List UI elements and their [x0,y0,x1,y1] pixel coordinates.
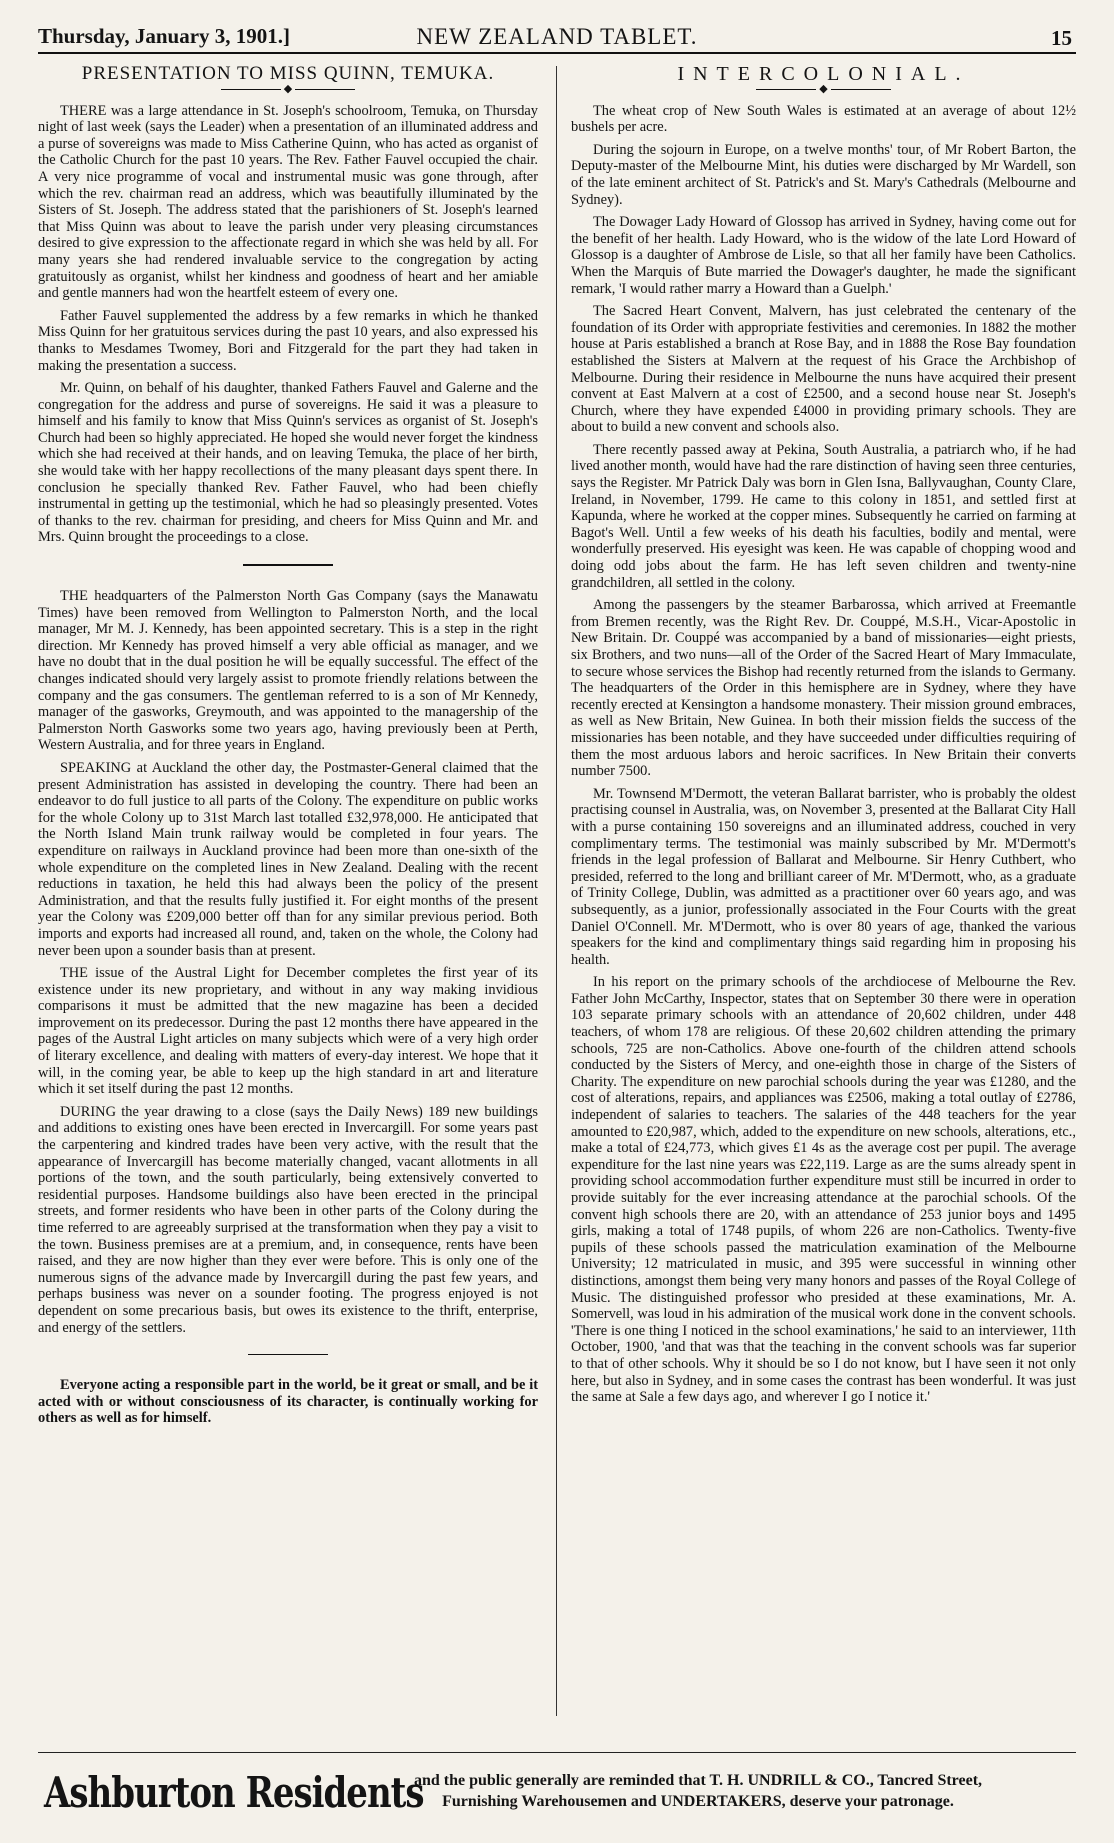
footer-rule [38,1752,1076,1753]
column-rule [556,66,557,1716]
news-item: DURING the year drawing to a close (says the Daily News) 189 new buildings and additions to existing ones have been erected in Invercargill. For some years past the carpentering and kindred trades have been very active, with the result that the appearance of Invercargill has become materially changed, vacant allotments in all portions of the town, and the south particularly, being extensively converted to residential purposes. Handsome buildings also have been erected in the principal streets, and former residents who have been in other parts of the Colony during the time referred to are agreeably surprised at the transformation when they pay a visit to the town. Business premises are at a premium, and, in consequence, rents have been raised, and they are now higher than they ever were before. This is only one of the numerous signs of the advance made by Invercargill during the past few years, and perhaps business was never on a sounder footing. The progress enjoyed is not dependent on some precarious basis, but owes its existence to the thrift, enterprise, and energy of the settlers. [38,1103,538,1336]
advertisement [38,1766,1076,1826]
section-divider [243,564,333,566]
issue-date: Thursday, January 3, 1901.] [38,24,291,48]
right-column [571,63,1076,1412]
news-item: The Dowager Lady Howard of Glossop has arrived in Sydney, having come out for the benefit of her health. Lady Howard, who is the widow of the late Lord Howard of Glossop is a daughter of Ambrose de Lisle, so that all her family have been Catholics. When the Marquis of Bute married the Dowager's daughter, he made the significant remark, 'I would rather marry a Howard than a Guelph.' [571,214,1076,297]
closing-maxim: Everyone acting a responsible part in the world, be it great or small, and be it acted with or without consciousness of its character, is continually working for others as well as for himself. [38,1377,538,1427]
news-item: There recently passed away at Pekina, South Australia, a patriarch who, if he had lived another month, would have had the rare distinction of having seen three centuries, says the Register. Mr Patrick Daly was born in Glen Isna, Ballyvaughan, County Clare, Ireland, in November, 1799. He came to this colony in 1851, and settled first at Kapunda, where he worked at the copper mines. Subsequently he carried on farming at Bagot's Well. Until a few weeks of his death his faculties, bodily and mental, were wonderfully preserved. His eyesight was keen. He was capable of chopping wood and doing odd jobs about the farm. He has left seven children and twenty-nine grandchildren, all settled in the colony. [571,441,1076,591]
news-item: In his report on the primary schools of the archdiocese of Melbourne the Rev. Father John McCarthy, Inspector, states that on September 30 there were in operation 103 separate primary schools with an attendance of 20,602 children, under 448 teachers, of whom 178 are religious. Of these 20,602 children attending the primary schools, 725 are non-Catholics. Above one-fourth of the children attend schools conducted by the Sisters of Mercy, and one-eighth those in charge of the Sisters of Charity. The expenditure on new parochial schools during the year was £1280, and the cost of alterations, repairs, and appliances was £2506, making a total outlay of £2786, independent of salaries to teachers. The salaries of the 448 teachers for the year amounted to £20,987, which, added to the expenditure on new schools, alterations, etc., make a total of £24,773, which gives £1 4s as the average cost per pupil. The average expenditure for the last nine years was £22,119. Large as are the sums already spent in providing school accommodation further expenditure must still be incurred in order to provide suitably for the ever increasing attendance at the parochial schools. Of the convent high schools there are 20, with an attendance of 253 junior boys and 1495 girls, making a total of 1748 pupils, of whom 226 are non-Catholics. Twenty-five pupils of these schools passed the matriculation examination of the Melbourne University; 12 matriculated in music, and 395 were successful in winning other distinctions, amongst them being very many honors and passes of the Royal College of Music. The distinguished professor who presided at these examinations, Mr. A. Somervell, was loud in his admiration of the musical work done in the convent schools. 'There is one thing I noticed in the school examinations,' he said to an interviewer, 11th October, 1900, 'and that was that the teaching in the convent schools was far superior to that of other schools. Why it should be so I do not know, but I have seen it not only here, but also in Sydney, and in some cases the contrast has been wonderful. It was just the same at Sale a few days ago, and wherever I go I notice it.' [571,974,1076,1406]
article-heading-intercolonial: INTERCOLONIAL. [677,63,970,85]
heading-ornament: ◆ [38,83,538,95]
news-item: THE issue of the Austral Light for December completes the first year of its existence under its new proprietary, and without in any way making invidious comparisons it must be admitted that the new magazine has been a decided improvement on its predecessor. During the past 12 months there have appeared in the pages of the Austral Light articles on many subjects which were of a very high order of literary excellence, and dealing with matters of every-day interest. We hope that it will, in the coming year, be able to keep up the high standard in art and literature which it set itself during the past 12 months. [38,965,538,1098]
section-divider [248,1354,328,1355]
news-item: The Sacred Heart Convent, Malvern, has just celebrated the centenary of the foundation of its Order with appropriate festivities and ceremonies. In 1882 the mother house at Paris established a branch at Rose Bay, and in 1888 the Rose Bay foundation established the Sisters at Malvern at the request of his Grace the Archbishop of Melbourne. During their residence in Melbourne the nuns have acquired their present convent at East Malvern at a cost of £2500, and a second house near St. Joseph's Church, where they have expended £4000 in providing primary schools. They are about to build a new convent and schools also. [571,303,1076,436]
page-header [38,14,1076,54]
article-paragraph: Father Fauvel supplemented the address by a few remarks in which he thanked Miss Quinn for her gratuitous services during the past 10 years, and also expressed his thanks to Mesdames Twomey, Bori and Fitzgerald for the part they had taken in making the presentation a success. [38,307,538,374]
ad-headline: Ashburton Residents [44,1768,424,1818]
news-item: SPEAKING at Auckland the other day, the Postmaster-General claimed that the present Administration has assisted in developing the country. There had been an endeavor to do full justice to all parts of the Colony. The expenditure on public works for the whole Colony up to 31st March last totalled £32,978,000. He anticipated that the North Island Main trunk railway would be completed in four years. The expenditure on railways in Auckland province had been more than one-sixth of the whole expenditure on the completed lines in New Zealand. Dealing with the recent reductions in taxation, he held this had always been the policy of the present Administration, and that the results fully justified it. For eight months of the present year the Colony was £209,000 better off than for any similar previous period. Both imports and exports had increased all round, and, taken on the whole, the Colony had never been upon a sounder basis than at present. [38,759,538,959]
ad-line: and the public generally are reminded that T. H. UNDRILL & CO., Tancred Street, [413,1772,983,1789]
masthead-title: NEW ZEALAND TABLET. [416,24,698,49]
news-item: The wheat crop of New South Wales is estimated at an average of about 12½ bushels per acre. [571,102,1076,136]
news-item: During the sojourn in Europe, on a twelve months' tour, of Mr Robert Barton, the Deputy-master of the Melbourne Mint, his duties were discharged by Mr Wardell, son of the late eminent architect of St. Patrick's and St. Mary's Cathedrals (Melbourne and Sydney). [571,141,1076,208]
news-item: Among the passengers by the steamer Barbarossa, which arrived at Freemantle from Bremen recently, was the Right Rev. Dr. Couppé, M.S.H., Vicar-Apostolic in New Britain. Dr. Couppé was accompanied by a band of missionaries—eight priests, six Brothers, and two nuns—all of the Order of the Sacred Heart of Mary Immaculate, to secure whose services the Bishop had recently returned from the islands to Germany. The headquarters of the Order in this hemisphere are in Sydney, where they have recently erected at Kensington a handsome monastery. Their mission ground embraces, as well as New Britain, New Guinea. In both their mission fields the success of the missionaries has been notable, and they have succeeded under difficulties requiring of them the most arduous labors and heroic sacrifices. In New Britain their converts number 7500. [571,597,1076,780]
ad-line: Furnishing Warehousemen and UNDERTAKERS, deserve your patronage. [442,1793,954,1810]
heading-ornament: ◆ [571,83,1076,95]
news-item: Mr. Townsend M'Dermott, the veteran Ballarat barrister, who is probably the oldest practising counsel in Australia, was, on November 3, presented at the Ballarat City Hall with a purse containing 150 sovereigns and an illuminated address, couched in very complimentary terms. The testimonial was mainly subscribed by Mr. M'Dermott's friends in the legal profession of Ballarat and Melbourne. Sir Henry Cuthbert, who presided, referred to the long and brilliant career of Mr. M'Dermott, who, as a graduate of Trinity College, Dublin, was admitted as a practitioner over 60 years ago, and was subsequently, as a junior, professionally associated in the Four Courts with the great Daniel O'Connell. Mr. M'Dermott, who is over 80 years of age, thanked the various speakers for the kind and complimentary things said regarding him in proposing his health. [571,785,1076,968]
article-paragraph: Mr. Quinn, on behalf of his daughter, thanked Fathers Fauvel and Galerne and the congregation for the address and purse of sovereigns. He said it was a pleasure to himself and his family to know that Miss Quinn's services as organist of St. Joseph's Church had been so highly appreciated. He hoped she would never forget the kindness which she had received at their hands, and on leaving Temuka, the place of her birth, she would take with her happy recollections of the many pleasant days spent there. In conclusion he specially thanked Rev. Father Fauvel, who had been chiefly instrumental in getting up the testimonial, which he had so pleasingly presented. Votes of thanks to the rev. chairman for presiding, and cheers for Miss Quinn and Mr. and Mrs. Quinn brought the proceedings to a close. [38,380,538,546]
news-item: THE headquarters of the Palmerston North Gas Company (says the Manawatu Times) have been removed from Wellington to Palmerston North, and the local manager, Mr M. J. Kennedy, has been appointed secretary. This is a step in the right direction. Mr Kennedy has proved himself a very able official as manager, and we have no doubt that in the dual position he will be equally successful. The effect of the changes indicated should very largely assist to promote friendly relations between the company and the gas consumers. The gentleman referred to is a son of Mr Kennedy, manager of the gasworks, Greymouth, and was appointed to the managership of the Palmerston North Gasworks some two years ago, having previously been at Perth, Western Australia, and for three years in England. [38,588,538,754]
ad-body [338,1770,1058,1812]
article-heading-presentation: PRESENTATION TO MISS QUINN, TEMUKA. [81,63,495,84]
article-paragraph: THERE was a large attendance in St. Joseph's schoolroom, Temuka, on Thursday night of last week (says the Leader) when a presentation of an illuminated address and a purse of sovereigns was made to Miss Catherine Quinn, who has acted as organist of the Catholic Church for the past 10 years. The Rev. Father Fauvel occupied the chair. A very nice programme of vocal and instrumental music was gone through, after which the rev. chairman read an address, which was beautifully illuminated by the Sisters of St. Joseph. The address stated that the parishioners of St. Joseph's learned that Miss Quinn was about to leave the parish under very pleasing circumstances desired to give expression to the affectionate regard in which she was held by all. For many years she had rendered invaluable service to the congregation by acting gratuitously as organist, whilst her kindness and goodness of heart and her amiable and gentle manners had won the heartfelt esteem of every one. [38,102,538,302]
left-column [38,63,538,1433]
page-number: 15 [1051,26,1072,50]
